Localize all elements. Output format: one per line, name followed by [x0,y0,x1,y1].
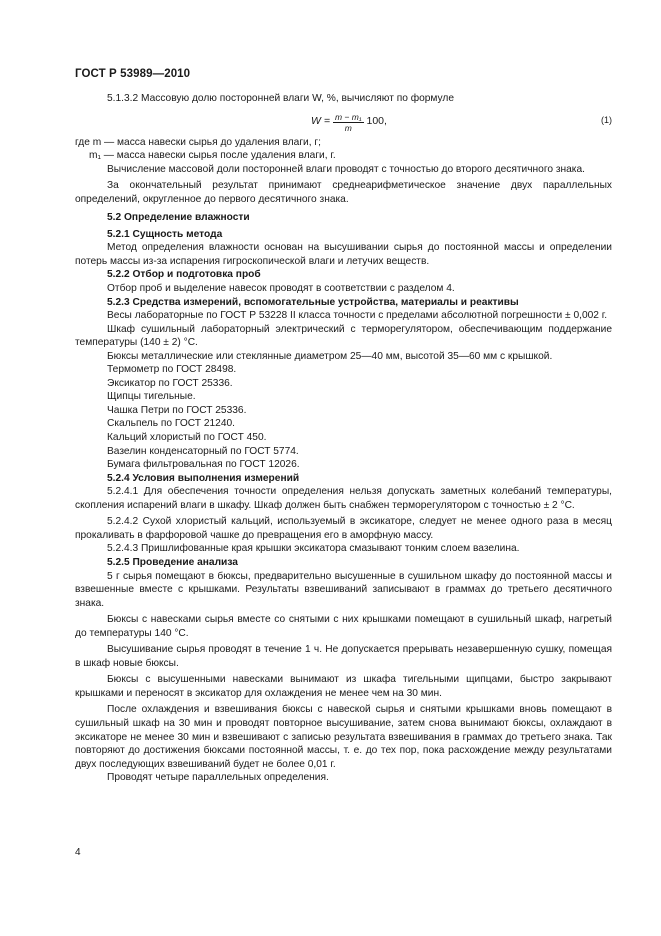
formula-number: (1) [601,114,612,125]
document-body [75,92,612,785]
formula-factor: 100, [366,115,387,128]
formula-numerator: m − m₁ [334,111,362,122]
paragraph: 5.2.4.3 Пришлифованные края крышки эксикатора смазывают тонким слоем вазелина. [107,543,520,555]
section-heading-5-2-4: 5.2.4 Условия выполнения измерений [107,472,300,484]
list-item: Вазелин конденсаторный по ГОСТ 5774. [107,445,299,457]
list-item: Эксикатор по ГОСТ 25336. [107,377,233,389]
paragraph: За окончательный результат принимают среднеарифметическое значение двух параллельных определений, округленное до первого десятичного знака. [75,180,612,205]
paragraph: 5 г сырья помещают в бюксы, предварительно высушенные в сушильном шкафу до постоянной массы и взвешенные вместе с крышками. Результаты взвешиваний записывают в граммах до третьего десятичного знака. [75,570,612,609]
section-heading-5-2-3: 5.2.3 Средства измерений, вспомогательные устройства, материалы и реактивы [107,296,519,308]
list-item: Скальпель по ГОСТ 21240. [107,418,235,430]
formula-block [75,110,612,136]
formula-intro: 5.1.3.2 Массовую долю посторонней влаги W, %, вычисляют по формуле [107,93,455,104]
paragraph: Бюксы с навесками сырья вместе со снятыми с них крышками помещают в сушильный шкаф, нагретый до температуры 140 °С. [75,614,612,639]
section-heading-5-2-1: 5.2.1 Сущность метода [107,228,223,240]
list-item: Бумага фильтровальная по ГОСТ 12026. [107,459,300,471]
paragraph: Высушивание сырья проводят в течение 1 ч. Не допускается прерывать незавершенную сушку, помещая в шкаф новые бюксы. [75,644,612,669]
paragraph: 5.2.4.1 Для обеспечения точности определения нельзя допускать заметных колебаний температуры, скопления испарений влаги в шкафу. Шкаф должен быть снабжен терморегулятором с точностью ± 2 °С. [75,486,612,511]
list-item: Щипцы тигельные. [107,391,196,403]
page-header: ГОСТ Р 53989—2010 [75,68,191,80]
section-heading-5-2-5: 5.2.5 Проведение анализа [107,556,238,568]
paragraph: Весы лабораторные по ГОСТ Р 53228 II класса точности с пределами абсолютной погрешности ± 0,002 г. [107,310,608,322]
section-heading-5-2: 5.2 Определение влажности [107,212,250,224]
formula [311,112,387,133]
paragraph: Вычисление массовой доли посторонней влаги проводят с точностью до второго десятичного знака. [107,163,585,175]
paragraph: 5.2.4.2 Сухой хлористый кальций, используемый в эксикаторе, следует не менее одного раза в месяц прокаливать в фарфоровой чашке до превращения его в аморфную массу. [75,516,612,541]
formula-fraction [333,112,364,133]
where-line-2: m₁ — масса навески сырья после удаления влаги, г. [89,150,336,162]
paragraph: Метод определения влажности основан на высушивании сырья до постоянной массы и определении потерь массы из-за испарения гигроскопической влаги и летучих веществ. [75,242,612,267]
page-number: 4 [75,847,81,858]
list-item: Термометр по ГОСТ 28498. [107,364,237,376]
section-heading-5-2-2: 5.2.2 Отбор и подготовка проб [107,269,261,281]
paragraph: Отбор проб и выделение навесок проводят в соответствии с разделом 4. [107,283,455,295]
list-item: Чашка Петри по ГОСТ 25336. [107,404,247,416]
paragraph: Шкаф сушильный лабораторный электрический с терморегулятором, обеспечивающим поддержание температуры (140 ± 2) °С. [75,323,612,349]
paragraph: Проводят четыре параллельных определения. [107,772,329,784]
list-item: Бюксы металлические или стеклянные диаметром 25—40 мм, высотой 35—60 мм с крышкой. [107,350,553,362]
formula-lhs: W = [311,115,330,128]
formula-denominator: m [344,122,352,133]
paragraph: После охлаждения и взвешивания бюксы с навеской сырья и снятыми крышками вновь помещают в сушильный шкаф на 30 мин и проводят повторное высушивание, затем снова вынимают бюксы, охлаждают в эксикаторе не менее 30 мин и взвешивают с записью результата взвешивания в граммах до третьего знака. Так повторяют до достижения бюксами постоянной массы, т. е. до тех пор, пока расхождение между результатами двух последующих взвешиваний будет не более 0,01 г. [75,704,612,770]
list-item: Кальций хлористый по ГОСТ 450. [107,432,267,444]
where-line-1: где m — масса навески сырья до удаления влаги, г; [75,136,321,148]
paragraph: Бюксы с высушенными навесками вынимают из шкафа тигельными щипцами, быстро закрывают крышками и переносят в эксикатор для охлаждения не менее чем на 30 мин. [75,674,612,699]
